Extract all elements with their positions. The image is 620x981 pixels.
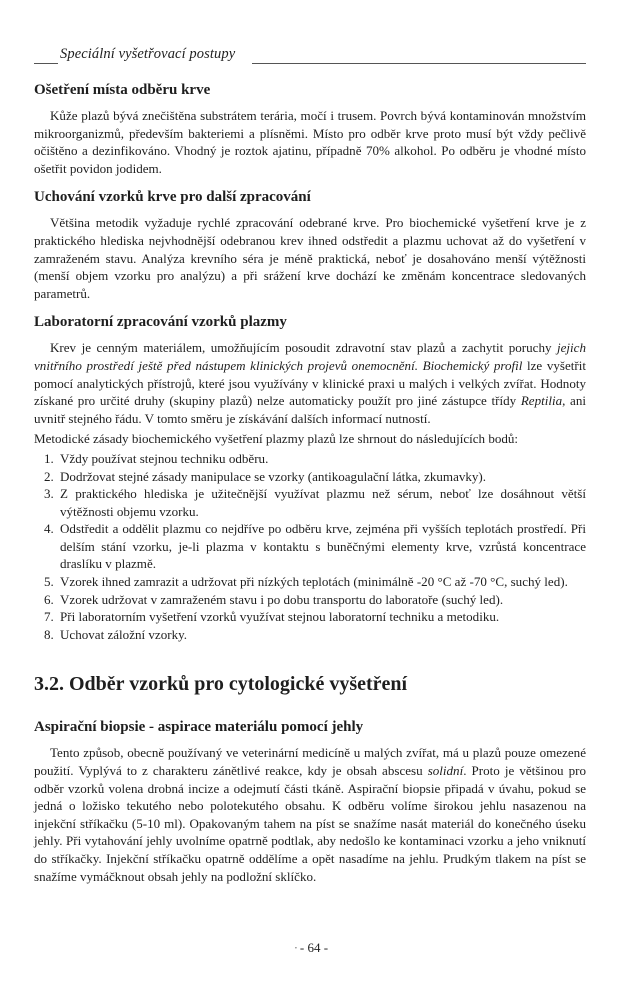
rule-item: [34, 468, 586, 486]
rule-number: 7.: [44, 609, 54, 625]
page-content: [34, 80, 586, 885]
emphasis-text: solidní: [427, 763, 464, 779]
text-run: Tento způsob, obecně používaný ve veterinární medicíně u malých zvířat, má u plazů pouze omezené použití. Vyplývá to z charakteru zánětlivé reakce, kdy je obsah abscesu: [34, 745, 586, 779]
scan-dot: [292, 940, 300, 956]
rule-item: [34, 520, 586, 573]
section-heading-plasma-processing: Laboratorní zpracování vzorků plazmy: [34, 314, 287, 331]
text-run: . Proto je většinou pro odběr vzorků volena drobná incize a odejmutí části tkáně. Aspirační biopsie připadá v úvahu, pokud se jedná o ložisko tekutého nebo polotekutého obsahu. K odběru volíme širokou jehlu nasazenou na injekční stříkačku (5-10 ml). Opakovaným tahem na píst se snažíme nasát materiál do konečného úseku jehly. Při vytahování jehly uvolníme opatrně podtlak, aby nedošlo ke kontaminaci vzorku a jeho vniknutí do stříkačky. Injekční stříkačku opatrně oddělíme a opět nasadíme na jehlu. Prudkým tlakem na píst se snažíme vymáčknout obsah jehly na podložní sklíčko.: [34, 763, 586, 884]
rule-item: [34, 608, 586, 626]
rule-text: Dodržovat stejné zásady manipulace se vzorky (antikoagulační látka, zkumavky).: [60, 468, 487, 484]
running-header: [34, 44, 586, 66]
rule-item: [34, 573, 586, 591]
rule-number: 6.: [44, 591, 54, 607]
text-run: Krev je cenným materiálem, umožňujícím posoudit zdravotní stav plazů a zachytit poruchy: [50, 340, 558, 356]
rule-text: Uchovat záložní vzorky.: [60, 626, 188, 642]
text-run: , ani uvnitř stejného řádu. V tomto směru je získávání dalších informací nutností.: [34, 393, 586, 426]
page-number-text: - 64 -: [299, 940, 329, 955]
section-heading-aspiration-biopsy: Aspirační biopsie - aspirace materiálu pomocí jehly: [34, 719, 364, 736]
rule-number: 3.: [44, 486, 54, 502]
running-header-title: Speciální vyšetřovací postupy: [60, 46, 236, 62]
section-heading-blood-site: Ošetření místa odběru krve: [34, 82, 211, 98]
section-paragraph-rules-intro: Metodické zásady biochemického vyšetření plazmy plazů lze shrnout do následujících bodů:: [34, 431, 519, 447]
rule-number: 8.: [44, 626, 54, 642]
rule-text: Odstředit a oddělit plazmu co nejdříve po odběru krve, zejména při vyšších teplotách prostředí. Při delším stání vzorku, je-li plazma v kontaktu s buněčnými elementy krve, vzrůstá koncentrace draslíku v plazmě.: [60, 521, 586, 572]
rule-text: Vzorek udržovat v zamraženém stavu i po dobu transportu do laboratoře (suchý led).: [60, 591, 504, 607]
rule-text: Při laboratorním vyšetření vzorků využívat stejnou laboratorní techniku a metodiku.: [60, 609, 500, 625]
rule-text: Z praktického hlediska je užitečnější využívat plazmu než sérum, neboť lze dosáhnout větší výtěžnosti objemu vzorku.: [60, 486, 586, 519]
rule-number: 4.: [44, 521, 54, 537]
section-paragraph-aspiration-biopsy: [34, 744, 586, 885]
page-number: [0, 940, 620, 956]
text-run: lze vyšetřit pomocí analytických přístrojů, které jsou využívány v klinické praxi u malých i velkých zvířat. Hodnoty získané pro určité druhy (skupiny plazů) nelze automaticky použít pro jiné zástupce třídy: [34, 357, 586, 409]
rule-item: [34, 450, 586, 468]
rule-text: Vzorek ihned zamrazit a udržovat při nízkých teplotách (minimálně -20 °C až -70 °C, suchý led).: [60, 574, 568, 590]
rules-list: [34, 450, 586, 644]
rule-text: Vždy používat stejnou techniku odběru.: [60, 450, 269, 466]
rule-item: [34, 591, 586, 609]
section-heading-sample-storage: Uchování vzorků krve pro další zpracování: [34, 189, 311, 206]
section-paragraph-blood-site: Kůže plazů bývá znečištěna substrátem terária, močí i trusem. Povrch bývá kontaminován množstvím mikroorganizmů, především bakteriemi a plísněmi. Místo pro odběr krve proto musí být vždy pečlivě očištěno a dezinfikováno. Vhodný je roztok ajatinu, případně 70% alkohol. Po odběru je vhodné místo ošetřit povidon jodidem.: [34, 108, 586, 176]
rule-number: 1.: [44, 450, 54, 466]
section-paragraph-plasma-intro: [34, 339, 586, 427]
chapter-heading: 3.2. Odběr vzorků pro cytologické vyšetření: [34, 673, 408, 696]
rule-item: [34, 485, 586, 520]
header-rule-right: [252, 63, 586, 64]
header-rule-left: [34, 63, 58, 64]
rule-item: [34, 626, 586, 644]
rule-number: 2.: [44, 468, 54, 484]
emphasis-taxon: Reptilia: [520, 393, 563, 409]
rule-number: 5.: [44, 574, 54, 590]
emphasis-text: jejich vnitřního prostředí ještě před nástupem klinických projevů onemocnění. Biochemický profil: [34, 340, 586, 373]
section-paragraph-sample-storage: Většina metodik vyžaduje rychlé zpracování odebrané krve. Pro biochemické vyšetření krve je z praktického hlediska nejvhodnější odebranou krev ihned odstředit a plazmu uchovat až do vyšetření v zamraženém stavu. Analýza krevního séra je méně praktická, neboť je dosahováno menší výtěžnosti (menší objem vzorku pro analýzu) a při srážení krve dochází ke změnám koncentrace sledovaných parametrů.: [34, 215, 586, 301]
